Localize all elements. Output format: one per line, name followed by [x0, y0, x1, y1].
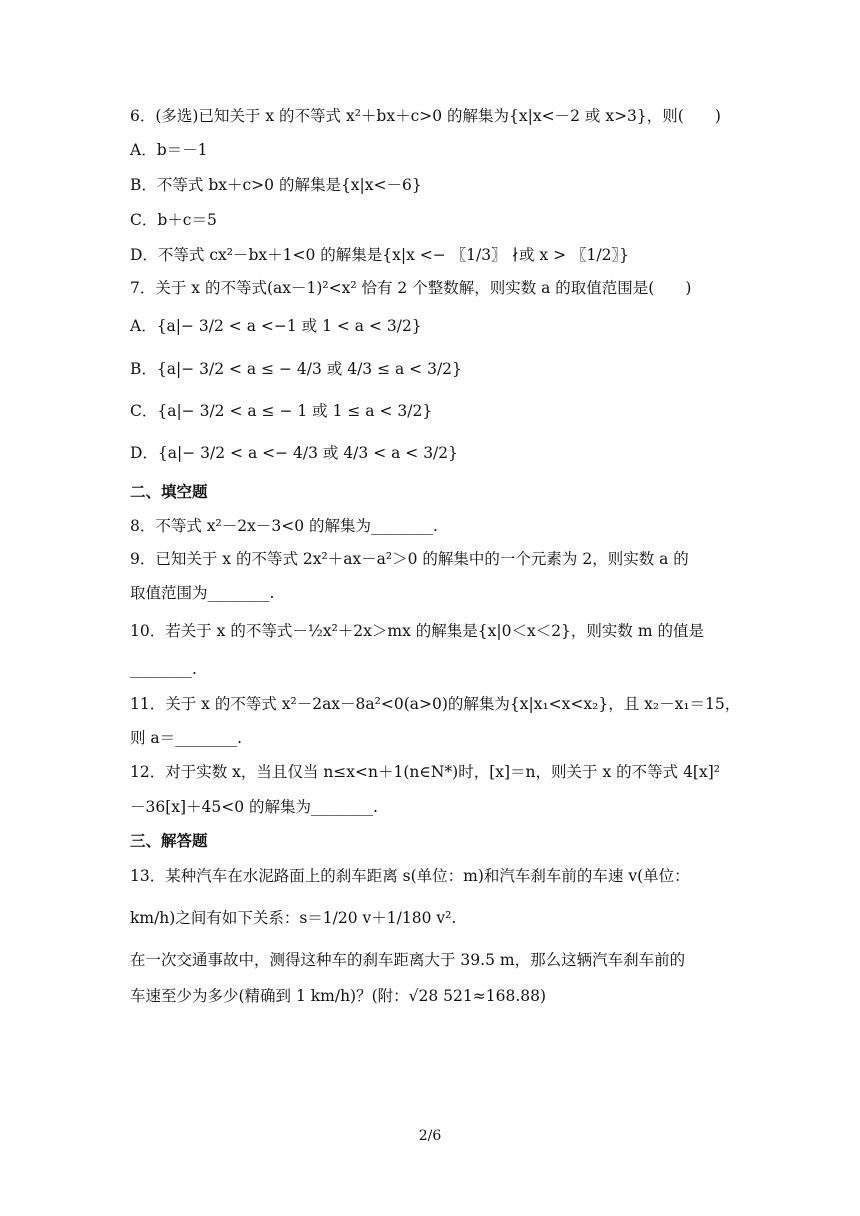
q6-option-b: B．不等式 bx＋c>0 的解集是{x|x<－6}: [130, 176, 422, 194]
q8-stem: 8．不等式 x²－2x－3<0 的解集为________.: [130, 517, 438, 535]
q7-option-c: C．{a|− 3/2 < a ≤ − 1 或 1 ≤ a < 3/2}: [130, 402, 433, 420]
q12-stem-cont: －36[x]＋45<0 的解集为________.: [130, 798, 378, 816]
q7-stem: 7．关于 x 的不等式(ax－1)²<x² 恰有 2 个整数解，则实数 a 的取值范围是( ): [130, 279, 692, 297]
q13-formula-line: km/h)之间有如下关系：s＝1/20 v＋1/180 v².: [130, 909, 457, 927]
q6-stem: 6．(多选)已知关于 x 的不等式 x²＋bx＋c>0 的解集为{x|x<－2 或 x>3}，则( ): [130, 107, 721, 125]
q10-stem: 10．若关于 x 的不等式－½x²＋2x＞mx 的解集是{x|0＜x＜2}，则实数 m 的值是: [130, 622, 704, 640]
q9-stem: 9．已知关于 x 的不等式 2x²＋ax－a²＞0 的解集中的一个元素为 2，则实数 a 的: [130, 550, 689, 568]
q7-option-b: B．{a|− 3/2 < a ≤ − 4/3 或 4/3 ≤ a < 3/2}: [130, 360, 462, 378]
q11-stem-cont: 则 a＝________.: [130, 729, 243, 747]
page-number: 2/6: [418, 1128, 442, 1144]
q13-stem-cont: 在一次交通事故中，测得这种车的刹车距离大于 39.5 m，那么这辆汽车刹车前的: [130, 951, 686, 969]
q10-stem-cont: ________.: [130, 660, 197, 678]
q6-option-d: D．不等式 cx²－bx＋1<0 的解集是{x|x <− 〖1/3〗 ∤或 x > 〖1/2〗}: [130, 246, 630, 264]
q6-option-c: C．b＋c＝5: [130, 211, 217, 229]
q11-stem: 11．关于 x 的不等式 x²－2ax－8a²<0(a>0)的解集为{x|x₁<x<x₂}，且 x₂－x₁＝15，: [130, 695, 741, 713]
q7-option-d: D．{a|− 3/2 < a <− 4/3 或 4/3 < a < 3/2}: [130, 444, 458, 462]
q7-option-a: A．{a|− 3/2 < a <−1 或 1 < a < 3/2}: [130, 317, 422, 335]
section-fill-in: 二、填空题: [130, 482, 208, 501]
q12-stem: 12．对于实数 x，当且仅当 n≤x<n＋1(n∈N*)时，[x]＝n，则关于 x 的不等式 4[x]²: [130, 763, 720, 781]
q13-stem: 13．某种汽车在水泥路面上的刹车距离 s(单位：m)和汽车刹车前的车速 v(单位：: [130, 867, 690, 885]
q6-option-a: A．b＝－1: [130, 141, 208, 159]
section-solutions: 三、解答题: [130, 831, 208, 850]
q9-stem-cont: 取值范围为________.: [130, 584, 275, 602]
q13-stem-end: 车速至少为多少(精确到 1 km/h)？(附：√28 521≈168.88): [130, 987, 547, 1005]
